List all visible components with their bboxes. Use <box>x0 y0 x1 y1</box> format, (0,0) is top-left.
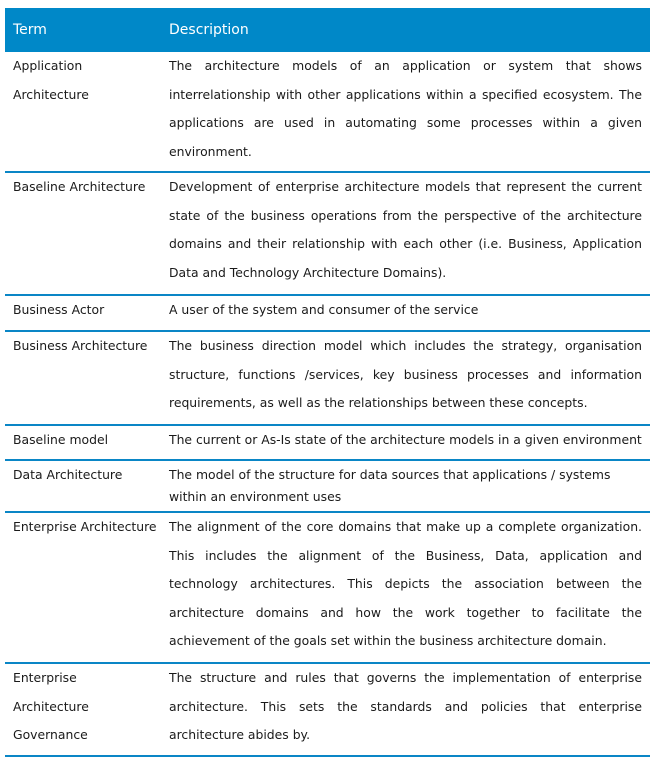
description-cell <box>161 331 650 425</box>
table-row <box>5 512 650 663</box>
term-text: Enterprise Architecture <box>13 519 157 534</box>
term-cell <box>5 331 161 425</box>
table-body <box>5 52 650 756</box>
term-column-header: Term <box>5 8 161 52</box>
table-row <box>5 331 650 425</box>
term-text: Baseline Architecture <box>13 179 146 194</box>
description-cell <box>161 512 650 663</box>
table-row <box>5 52 650 172</box>
description-cell <box>161 425 650 460</box>
term-cell <box>5 425 161 460</box>
description-cell <box>161 663 650 756</box>
description-column-header: Description <box>161 8 650 52</box>
term-cell <box>5 460 161 512</box>
term-text: Business Architecture <box>13 338 148 353</box>
description-text: A user of the system and consumer of the service <box>169 302 479 317</box>
description-cell <box>161 460 650 512</box>
table-row <box>5 425 650 460</box>
description-text: Development of enterprise architecture models that represent the current state of the business operations from the perspective of the architecture domains and their relationship with each other (i.e. Business, Application Data and Technology Architecture Domains). <box>169 179 642 280</box>
table-row <box>5 295 650 331</box>
table-row <box>5 663 650 756</box>
description-text: The structure and rules that governs the implementation of enterprise architecture. This sets the standards and policies that enterprise architecture abides by. <box>169 670 642 743</box>
table-row <box>5 460 650 512</box>
term-text: Enterprise Architecture Governance <box>13 670 89 743</box>
header-row <box>5 8 650 52</box>
description-cell <box>161 172 650 295</box>
term-text: Data Architecture <box>13 467 123 482</box>
term-cell <box>5 663 161 756</box>
description-text: The current or As-Is state of the architecture models in a given environment <box>169 432 642 447</box>
description-cell <box>161 295 650 331</box>
description-text: The alignment of the core domains that make up a complete organization. This includes the alignment of the Business, Data, application and technology architectures. This depicts the association between the architecture domains and how the work together to facilitate the achievement of the goals set within the business architecture domain. <box>169 519 642 649</box>
description-text: The model of the structure for data sources that applications / systems within an environment uses <box>169 467 611 504</box>
term-cell <box>5 172 161 295</box>
term-text: Business Actor <box>13 302 105 317</box>
term-cell <box>5 52 161 172</box>
term-cell <box>5 512 161 663</box>
table-header <box>5 8 650 52</box>
glossary-table <box>5 8 650 757</box>
description-cell <box>161 52 650 172</box>
description-text: The architecture models of an application or system that shows interrelationship with other applications within a specified ecosystem. The applications are used in automating some processes within a given environment. <box>169 58 642 159</box>
term-text: Baseline model <box>13 432 109 447</box>
description-text: The business direction model which includes the strategy, organisation structure, functions /services, key business processes and information requirements, as well as the relationships between these concepts. <box>169 338 642 411</box>
table-row <box>5 172 650 295</box>
term-cell <box>5 295 161 331</box>
term-text: Application Architecture <box>13 58 89 102</box>
